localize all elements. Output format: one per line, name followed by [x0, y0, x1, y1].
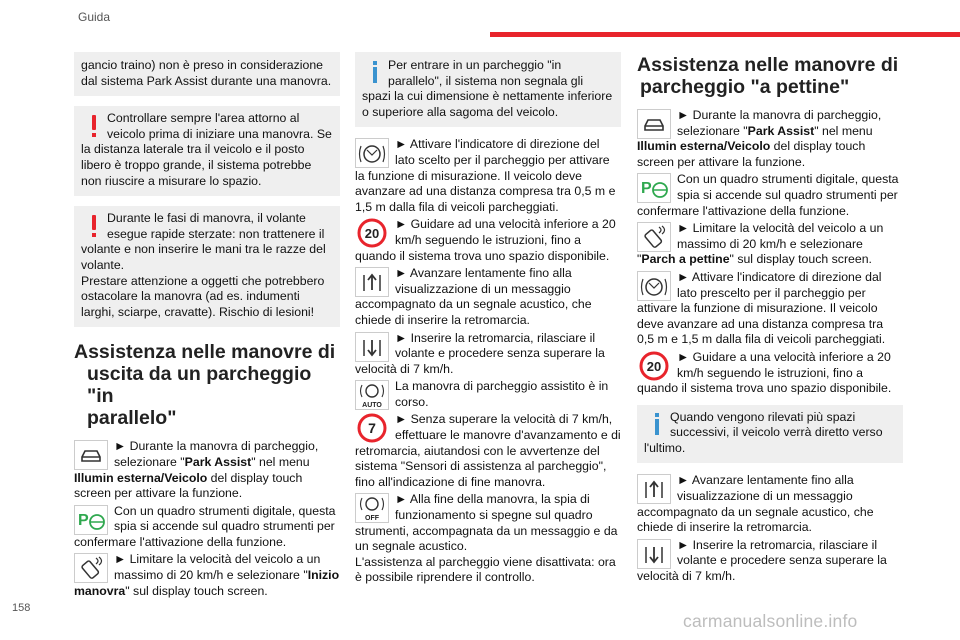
parking-p-icon [637, 173, 671, 203]
step: AUTO La manovra di parcheggio assistito è in corso. [355, 379, 621, 410]
car-icon [74, 440, 108, 470]
step: OFF ► Alla fine della manovra, la spia di funzionamento si spegne sul quadro strumenti, accompagnata da un messaggio e da un segnale acustico. L'assistenza al parcheggio viene disattivata: ora è possibile riprendere il controllo. [355, 492, 618, 585]
info-box [637, 405, 903, 464]
step: ► Attivare l'indicatore di direzione dal lato prescelto per il parcheggio per attivare la funzione di misurazione. Il veicolo deve avanzare ad una distanza compresa tra 0,5 m e 1,5 m dalla fila di veicoli parcheggiati. [637, 269, 886, 347]
step: ► Attivare l'indicatore di direzione del lato scelto per il parcheggio per attivare la funzione di misurazione. Il veicolo deve avanzare ad una distanza compresa tra 0,5 m e 1,5 m dalla fila di veicoli parcheggiati. [355, 137, 616, 214]
watermark: carmanualsonline.info [683, 611, 858, 631]
header-accent-bar [490, 32, 960, 37]
forward-arrow-icon [355, 267, 389, 297]
step: P Con un quadro strumenti digitale, questa spia si accende sul quadro strumenti per confermare l'attivazione della funzione. [637, 172, 899, 218]
parking-sensor-icon [637, 271, 671, 301]
svg-text:AUTO: AUTO [362, 402, 382, 410]
step: 20 ► Guidare a una velocità inferiore a 20 km/h seguendo le istruzioni, fino a quando il sistema trova uno spazio disponibile. [637, 349, 892, 396]
info-icon [644, 410, 670, 440]
info-box [355, 52, 621, 127]
warning-text: Controllare sempre l'area attorno al veicolo prima di iniziare una manovra. Se la distanza laterale tra il veicolo e il posto libero è troppo grande, il sistema potrebbe non riuscire a misurare lo spazio. [81, 111, 332, 188]
note-box [74, 52, 340, 96]
parking-sensor-icon [355, 138, 389, 168]
step: ► Inserire la retromarcia, rilasciare il volante e procedere senza superare la velocità di 7 km/h. [637, 537, 887, 584]
section-heading [74, 341, 340, 429]
column-3 [637, 54, 903, 587]
off-parking-icon [355, 493, 389, 523]
info-text: Quando vengono rilevati più spazi successivi, il veicolo verrà diretto verso l'ultimo. [644, 409, 883, 455]
svg-text:P: P [78, 511, 89, 529]
column-1 [74, 52, 340, 601]
column-2 [355, 52, 621, 588]
reverse-arrow-icon [637, 539, 671, 569]
running-header: Guida [78, 10, 111, 24]
heading-line: Assistenza nelle manovre di [74, 341, 336, 364]
heading-line: Assistenza nelle manovre di [637, 54, 899, 76]
heading-line: parallelo" [87, 407, 177, 430]
warning-text: Prestare attenzione a oggetti che potrebbero ostacolare la manovra (ad es. indumenti larghi, sciarpe, cravatte). Rischio di lesioni! [81, 273, 325, 319]
parking-sensor-icon [637, 222, 671, 252]
step: ► Durante la manovra di parcheggio, selezionare "Park Assist" nel menu Illumin esterna/Veicolo del display touch screen per attivare la funzione. [637, 108, 882, 169]
car-icon [637, 109, 671, 139]
step: ► Limitare la velocità del veicolo a un massimo di 20 km/h e selezionare "Parch a pettine" sul display touch screen. [637, 221, 884, 267]
section-heading [637, 54, 903, 98]
page-number: 158 [12, 602, 31, 614]
svg-text:20: 20 [646, 358, 662, 374]
step: ► Durante la manovra di parcheggio, selezionare "Park Assist" nel menu Illumin esterna/Veicolo del display touch screen per attivare la funzione. [74, 439, 319, 501]
info-icon [362, 58, 388, 88]
svg-text:P: P [641, 180, 652, 198]
step: ► Limitare la velocità del veicolo a un massimo di 20 km/h e selezionare "Inizio manovra" sul display touch screen. [74, 552, 340, 598]
step: 20 ► Guidare ad una velocità inferiore a 20 km/h seguendo le istruzioni, fino a quando il sistema trova uno spazio disponibile. [355, 217, 616, 263]
auto-parking-icon [355, 380, 389, 410]
step: ► Avanzare lentamente fino alla visualizzazione di un messaggio accompagnato da un segnale acustico, che chiede di inserire la retromarcia. [355, 266, 592, 327]
warning-icon [81, 111, 107, 141]
svg-text:20: 20 [364, 226, 380, 242]
step: P Con un quadro strumenti digitale, questa spia si accende sul quadro strumenti per confermare l'attivazione della funzione. [74, 503, 336, 549]
speed-limit-icon [355, 218, 389, 248]
parking-sensor-icon [74, 553, 108, 583]
step: ► Inserire la retromarcia, rilasciare il volante e procedere senza superare la velocità di 7 km/h. [355, 330, 605, 376]
heading-line: parcheggio "a pettine" [640, 76, 850, 98]
step: 7 ► Senza superare la velocità di 7 km/h, effettuare le manovre d'avanzamento e di retromarcia, aiutandosi con le avvertenze del sistema "Sensori di assistenza al parcheggio", fino all'indicazione di fine manovra. [355, 412, 621, 489]
heading-line: uscita da un parcheggio "in [87, 363, 312, 408]
reverse-arrow-icon [355, 332, 389, 362]
warning-icon [81, 211, 107, 241]
step: ► Avanzare lentamente fino alla visualizzazione di un messaggio accompagnato da un segnale acustico, che chiede di inserire la retromarcia. [637, 473, 874, 535]
intro-text: gancio traino) non è preso in considerazione dal sistema Park Assist durante una manovra. [81, 58, 332, 88]
speed-limit-icon [355, 413, 389, 443]
forward-arrow-icon [637, 474, 671, 504]
svg-text:OFF: OFF [365, 515, 379, 523]
warning-box [74, 206, 340, 327]
info-text: Per entrare in un parcheggio "in parallelo", il sistema non segnala gli spazi la cui dimensione è nettamente inferiore o superiore alla sagoma del veicolo. [362, 58, 613, 119]
warning-box [74, 106, 340, 196]
parking-p-icon [74, 505, 108, 535]
svg-text:7: 7 [368, 420, 376, 437]
speed-limit-icon [637, 351, 671, 381]
warning-text: Durante le fasi di manovra, il volante esegue rapide sterzate: non trattenere il volante e non inserire le mani tra le razze del volante. [81, 211, 326, 272]
